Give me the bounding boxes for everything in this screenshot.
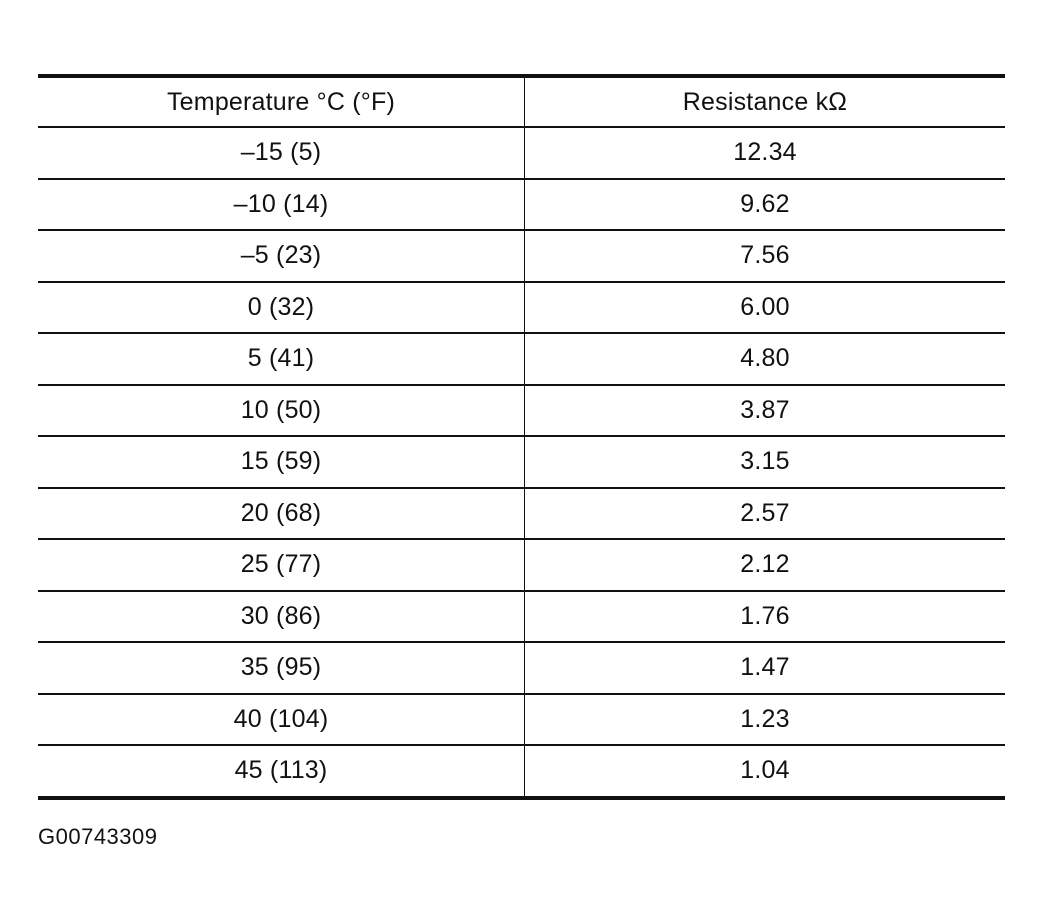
cell-temperature: –5 (23): [38, 230, 525, 282]
cell-resistance: 4.80: [740, 344, 790, 373]
cell-resistance: 2.12: [740, 550, 790, 579]
cell-temperature: 10 (50): [38, 385, 525, 437]
cell-resistance: 1.47: [740, 653, 790, 682]
table-row: [38, 591, 1005, 643]
cell-temperature: 45 (113): [38, 745, 525, 798]
cell-temperature: 15 (59): [38, 436, 525, 488]
table-row: [38, 745, 1005, 798]
cell-temperature: 35 (95): [38, 642, 525, 694]
table-row: [38, 539, 1005, 591]
cell-resistance: 7.56: [740, 241, 790, 270]
cell-temperature: 40 (104): [38, 694, 525, 746]
table-row: [38, 436, 1005, 488]
table-body: [38, 127, 1005, 798]
cell-temperature: 0 (32): [38, 282, 525, 334]
header-temperature: Temperature °C (°F): [38, 76, 525, 127]
cell-resistance: 6.00: [740, 292, 790, 321]
cell-resistance: 1.23: [740, 704, 790, 733]
cell-temperature: 25 (77): [38, 539, 525, 591]
table-row: [38, 694, 1005, 746]
table-header: [38, 76, 1005, 127]
table-row: [38, 385, 1005, 437]
temperature-resistance-table-container: [38, 74, 1005, 800]
cell-resistance: 1.04: [740, 756, 790, 785]
cell-resistance: 1.76: [740, 601, 790, 630]
cell-resistance: 9.62: [740, 189, 790, 218]
cell-temperature: –15 (5): [38, 127, 525, 179]
cell-resistance: 2.57: [740, 498, 790, 527]
cell-resistance: 3.87: [740, 395, 790, 424]
cell-resistance: 3.15: [740, 447, 790, 476]
table-row: [38, 179, 1005, 231]
temperature-resistance-table: [38, 74, 1005, 800]
table-row: [38, 282, 1005, 334]
table-row: [38, 127, 1005, 179]
table-row: [38, 230, 1005, 282]
table-row: [38, 488, 1005, 540]
table-row: [38, 333, 1005, 385]
header-row: [38, 76, 1005, 127]
cell-temperature: 20 (68): [38, 488, 525, 540]
figure-id: G00743309: [38, 824, 158, 849]
header-resistance: Resistance kΩ: [682, 87, 848, 116]
cell-temperature: 5 (41): [38, 333, 525, 385]
cell-temperature: –10 (14): [38, 179, 525, 231]
cell-temperature: 30 (86): [38, 591, 525, 643]
table-row: [38, 642, 1005, 694]
cell-resistance: 12.34: [733, 138, 797, 167]
